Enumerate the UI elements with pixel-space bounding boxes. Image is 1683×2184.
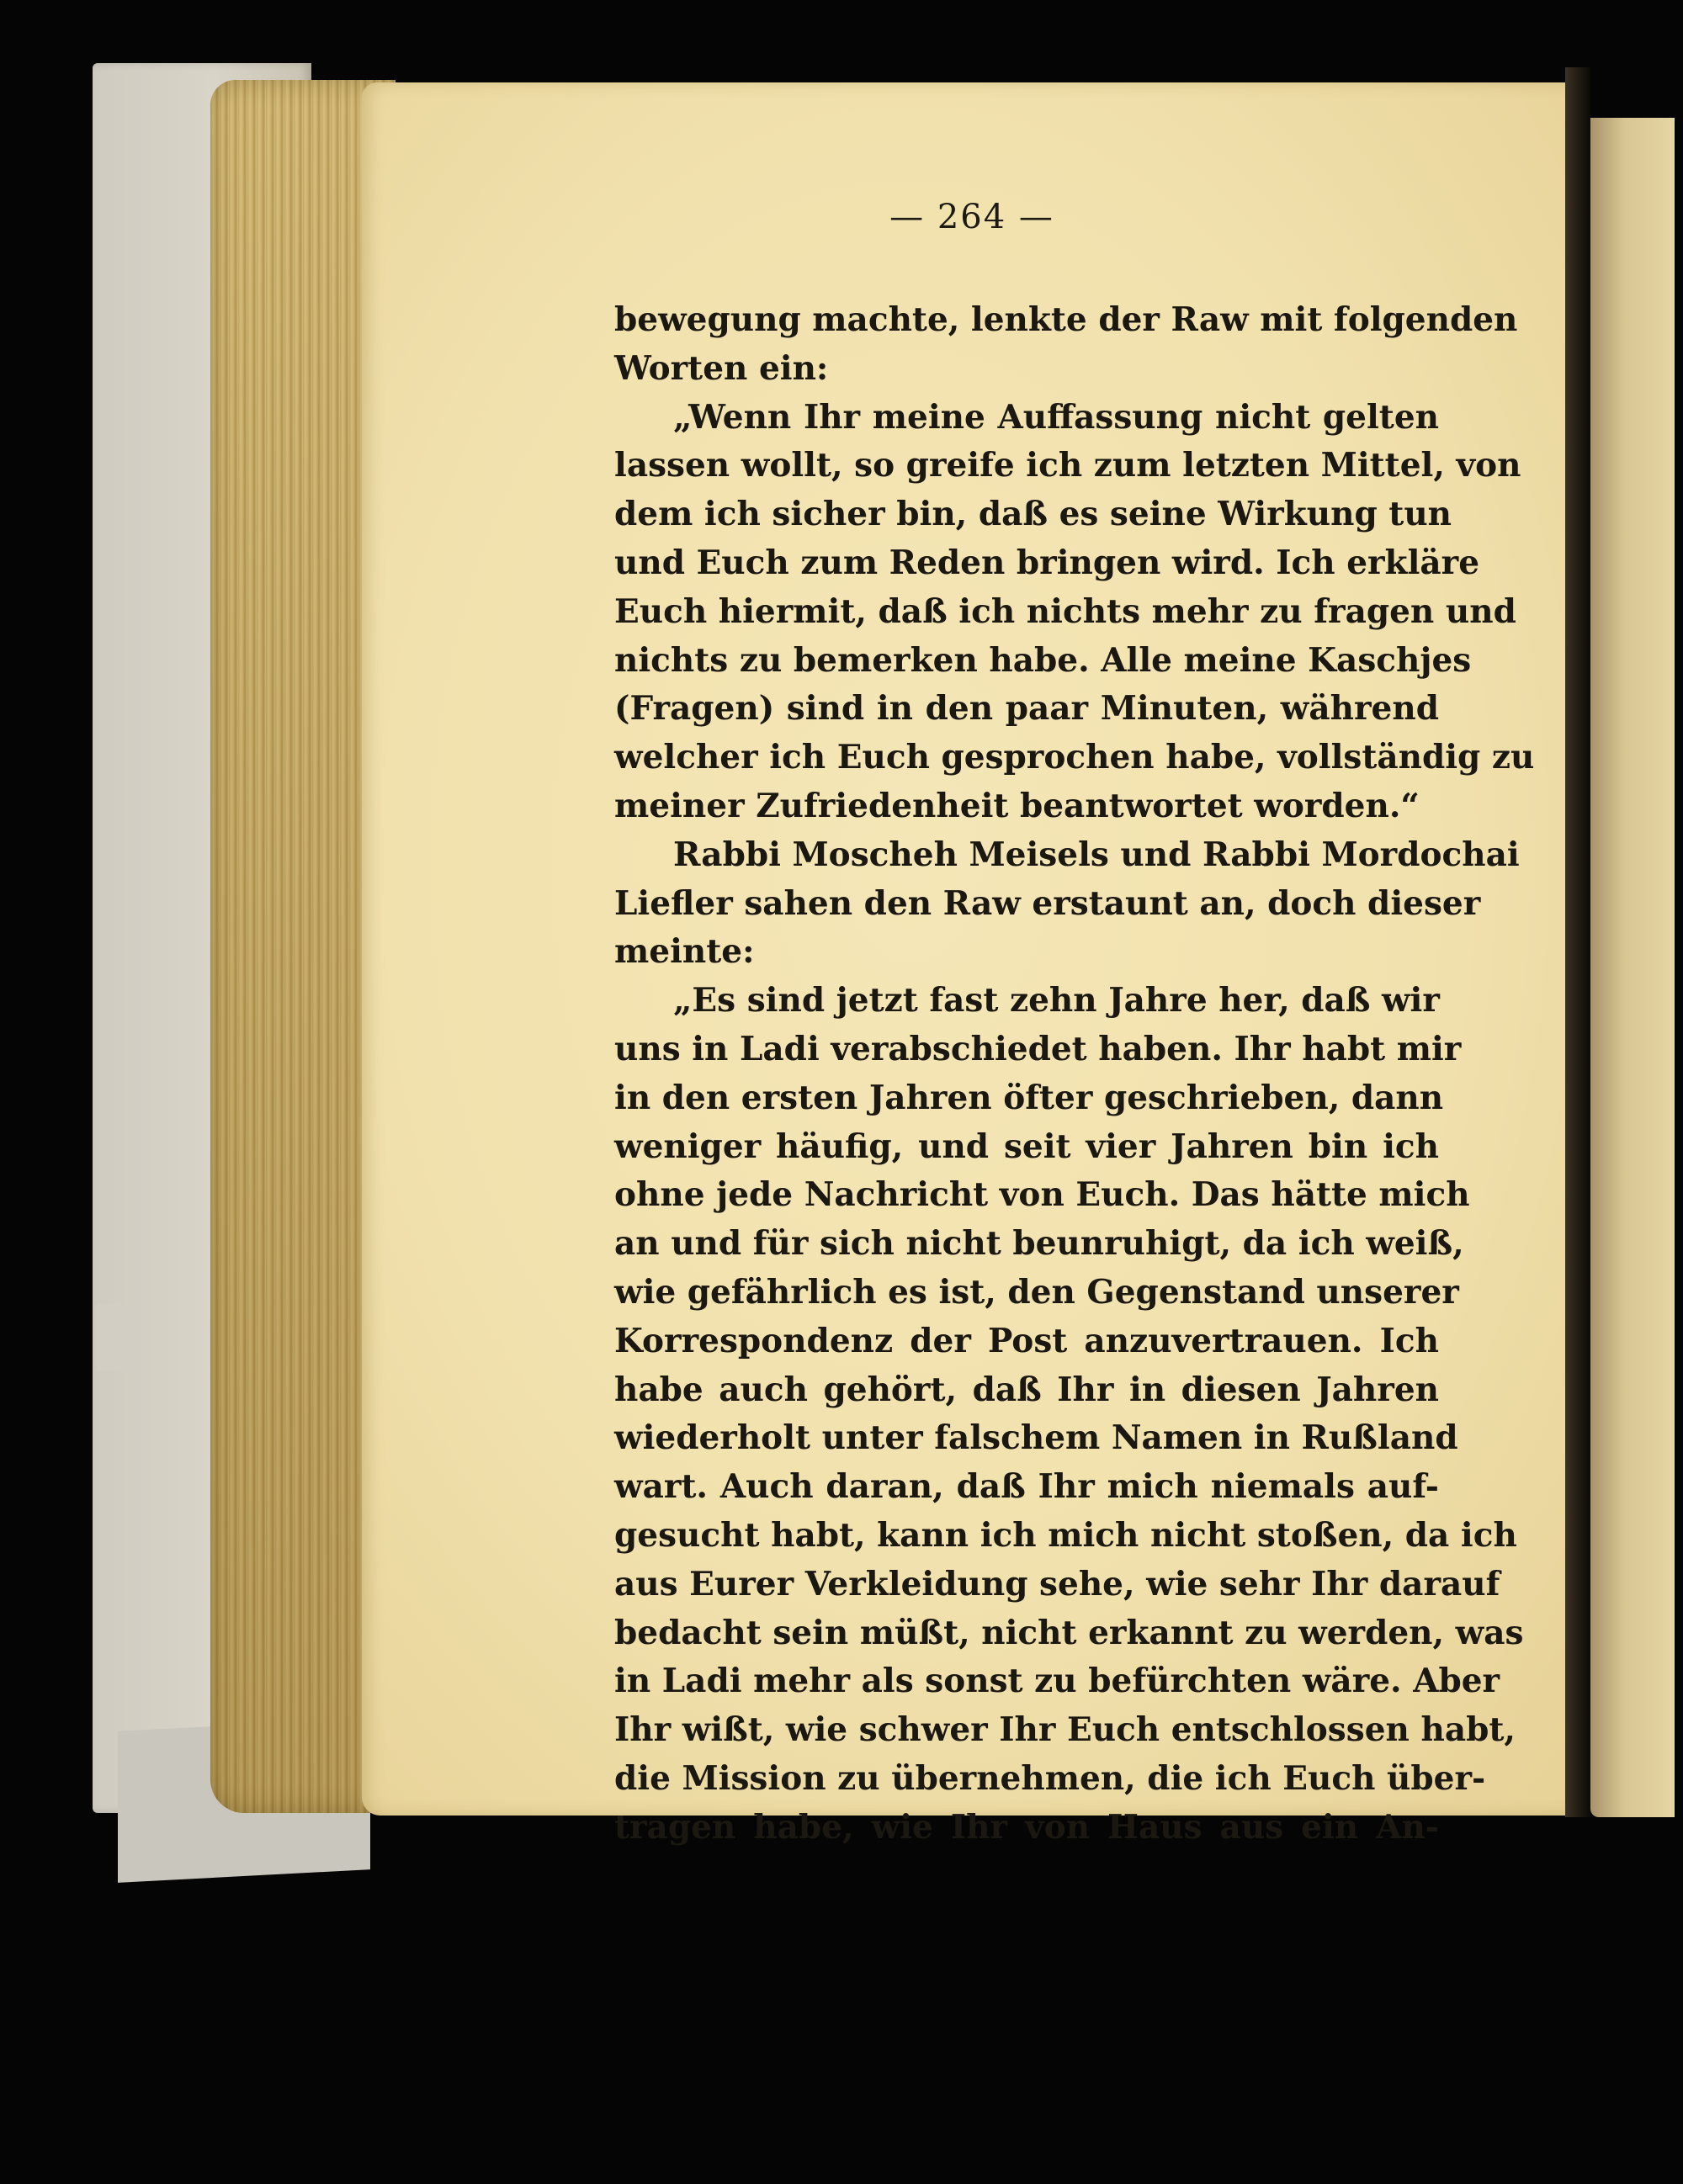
text-line: Rabbi Moscheh Meisels und Rabbi Mordochai [673,835,1520,874]
text-line: tragen habe, wie Ihr von Haus aus ein An- [614,1807,1439,1847]
text-line: wie gefährlich es ist, den Gegenstand unserer [614,1272,1459,1312]
text-line: „Es sind jetzt fast zehn Jahre her, daß wir [673,981,1440,1020]
text-line: welcher ich Euch gesprochen habe, vollständig zu [614,738,1535,777]
text-line: nichts zu bemerken habe. Alle meine Kaschjes [614,640,1472,680]
page-number-dash-left: — [889,198,926,236]
text-line: „Wenn Ihr meine Auffassung nicht gelten [673,397,1439,437]
text-line: Korrespondenz der Post anzuvertrauen. Ich [614,1321,1439,1360]
facing-page-edge [1590,118,1675,1817]
text-line: die Mission zu übernehmen, die ich Euch über- [614,1758,1486,1798]
cover-tab [97,1304,130,1371]
text-line: meinte: [614,932,755,972]
text-line: meiner Zufriedenheit beantwortet worden.“ [614,786,1420,825]
text-line: (Fragen) sind in den paar Minuten, während [614,689,1439,729]
text-line: weniger häufig, und seit vier Jahren bin ich [614,1126,1439,1166]
text-line: gesucht habt, kann ich mich nicht stoßen, da ich [614,1515,1517,1555]
text-line: Ihr wißt, wie schwer Ihr Euch entschlossen habt, [614,1710,1516,1750]
page-number [362,198,1582,236]
book-gutter [1565,67,1590,1817]
page-number-value: 264 [937,198,1007,236]
text-line: habe auch gehört, daß Ihr in diesen Jahren [614,1370,1439,1409]
page-number-dash-right: — [1018,198,1054,236]
text-line: in den ersten Jahren öfter geschrieben, dann [614,1078,1444,1117]
text-line: wiederholt unter falschem Namen in Rußland [614,1418,1458,1458]
text-line: an und für sich nicht beunruhigt, da ich weiß, [614,1224,1464,1264]
text-line: lassen wollt, so greife ich zum letzten Mittel, von [614,446,1521,485]
text-line: Euch hiermit, daß ich nichts mehr zu fragen und [614,591,1516,631]
text-line: Worten ein: [614,348,829,388]
text-line: bewegung machte, lenkte der Raw mit folgenden [614,300,1518,339]
text-line: ohne jede Nachricht von Euch. Das hätte mich [614,1175,1470,1215]
text-line: bedacht sein müßt, nicht erkannt zu werden, was [614,1613,1524,1652]
text-line: aus Eurer Verkleidung sehe, wie sehr Ihr darauf [614,1564,1500,1604]
text-line: in Ladi mehr als sonst zu befürchten wäre. Aber [614,1662,1500,1701]
text-line: und Euch zum Reden bringen wird. Ich erkläre [614,543,1480,582]
body-text [614,296,1535,1853]
text-line: dem ich sicher bin, daß es seine Wirkung tun [614,495,1452,534]
text-line: Liefler sahen den Raw erstaunt an, doch dieser [614,883,1481,923]
text-line: uns in Ladi verabschiedet haben. Ihr habt mir [614,1029,1462,1068]
text-line: wart. Auch daran, daß Ihr mich niemals auf- [614,1467,1439,1507]
